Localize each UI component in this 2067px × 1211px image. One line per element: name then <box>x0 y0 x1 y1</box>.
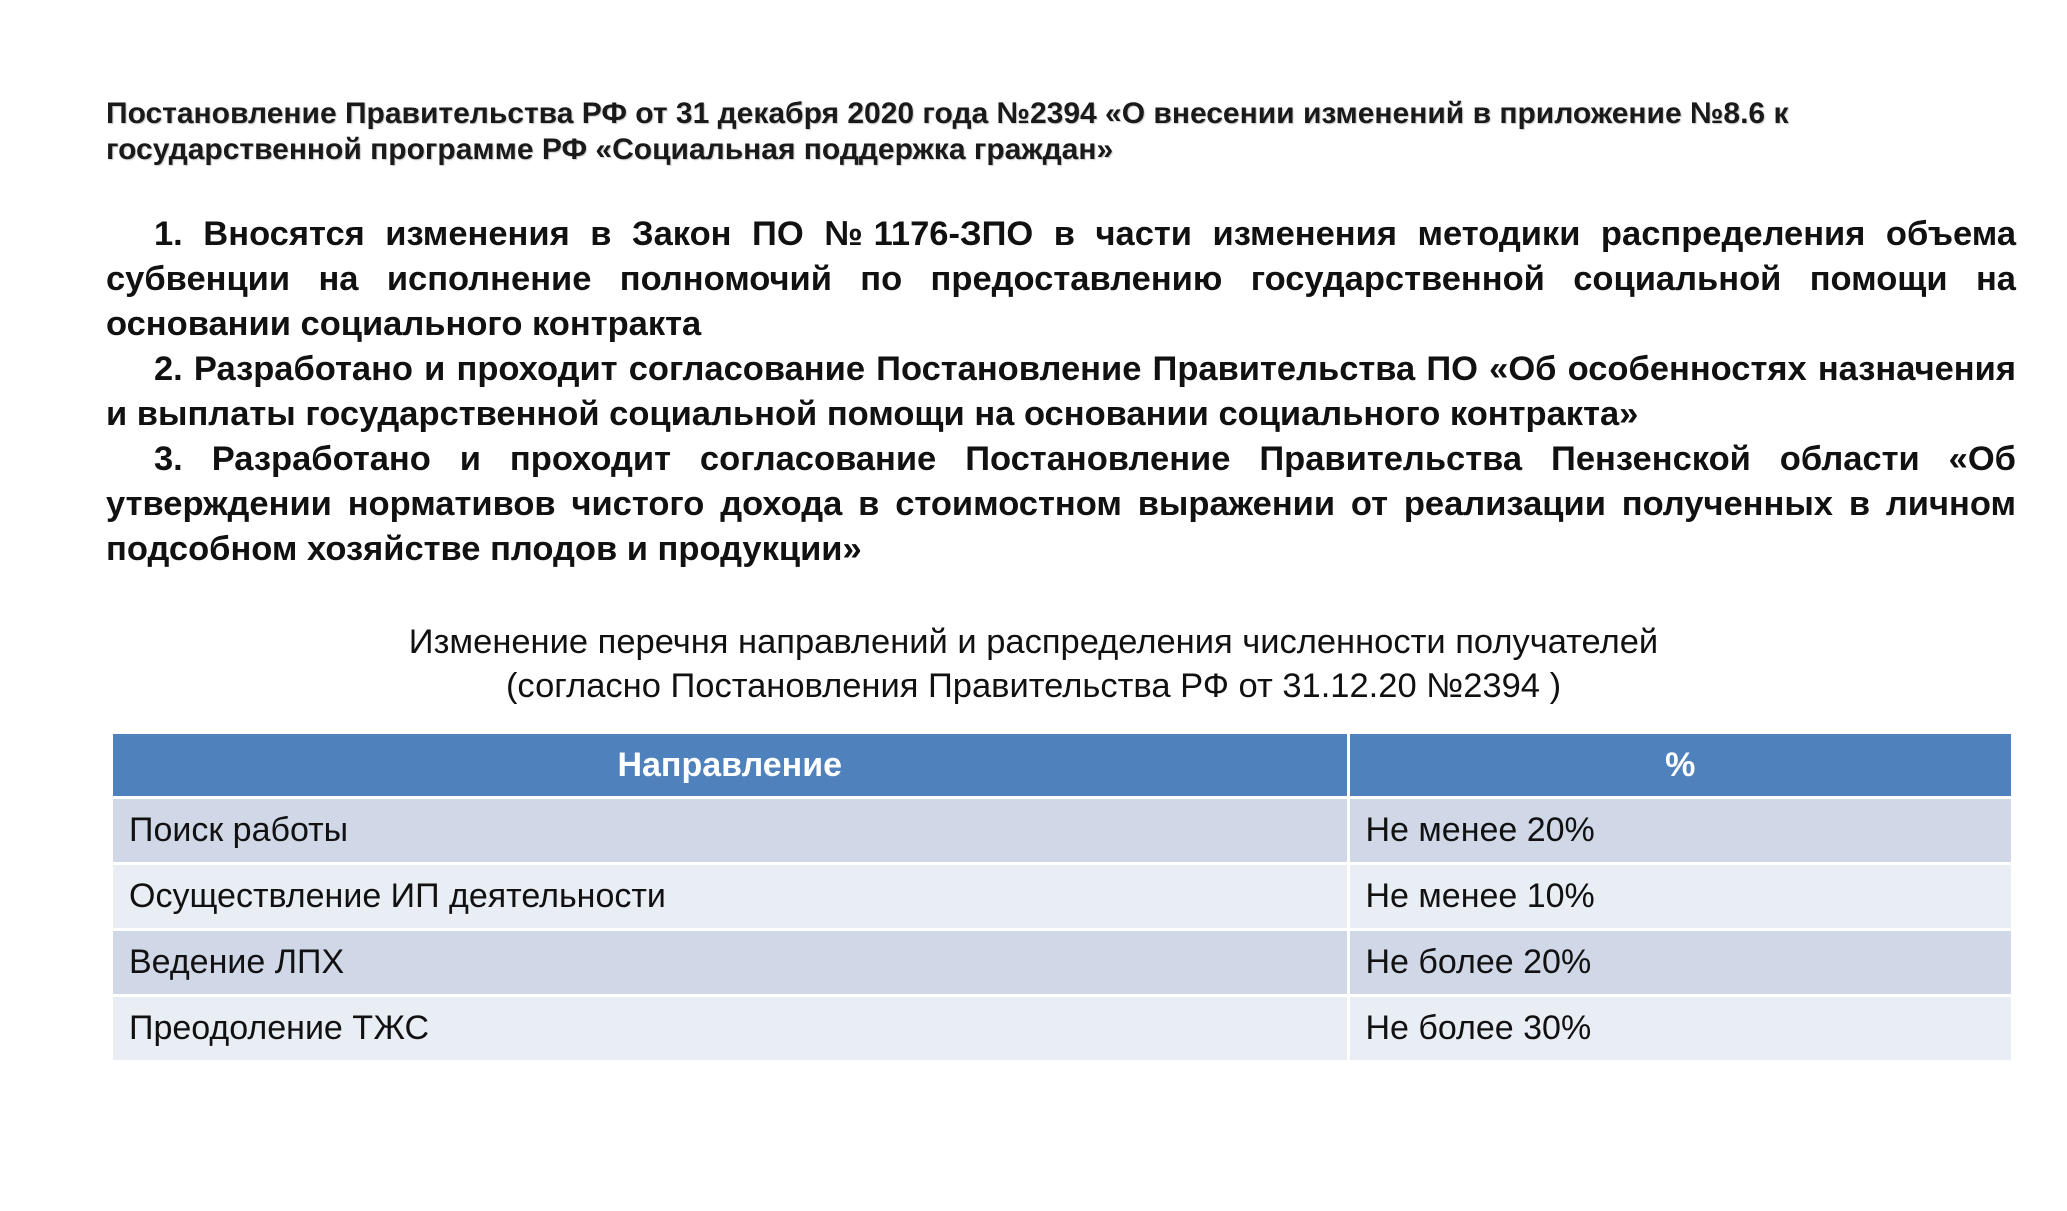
table-row <box>113 798 2011 864</box>
column-header-direction: Направление <box>113 734 1348 798</box>
table-title-line-1: Изменение перечня направлений и распределения численности получателей <box>408 623 1659 661</box>
direction-cell: Поиск работы <box>113 798 1348 864</box>
heading-line-1: Постановление Правительства РФ от 31 декабря 2020 года №2394 «О внесении изменений в приложение №8.6 к <box>106 97 1789 130</box>
directions-table <box>113 734 2011 1063</box>
heading-line-2: государственной программе РФ «Социальная поддержка граждан» <box>106 133 1114 166</box>
direction-cell: Осуществление ИП деятельности <box>113 864 1348 930</box>
document-heading <box>106 96 2006 168</box>
measures-list <box>106 212 2016 572</box>
direction-cell: Ведение ЛПХ <box>113 930 1348 996</box>
table-header-row <box>113 734 2011 798</box>
percent-cell: Не менее 10% <box>1348 864 2011 930</box>
direction-cell: Преодоление ТЖС <box>113 996 1348 1062</box>
measure-item-2: 2. Разработано и проходит согласование Постановление Правительства ПО «Об особенностях назначения и выплаты государственной социальной помощи на основании социального контракта» <box>106 350 2016 433</box>
measure-item-3: 3. Разработано и проходит согласование Постановление Правительства Пензенской области «Об утверждении нормативов чистого дохода в стоимостном выражении от реализации полученных в личном подсобном хозяйстве плодов и продукции» <box>106 440 2016 568</box>
percent-cell: Не менее 20% <box>1348 798 2011 864</box>
column-header-percent: % <box>1348 734 2011 798</box>
table-row <box>113 996 2011 1062</box>
table-row <box>113 864 2011 930</box>
table-title <box>0 620 2067 708</box>
percent-cell: Не более 30% <box>1348 996 2011 1062</box>
table-row <box>113 930 2011 996</box>
percent-cell: Не более 20% <box>1348 930 2011 996</box>
measure-item-1: 1. Вносятся изменения в Закон ПО №1176-ЗПО в части изменения методики распределения объема субвенции на исполнение полномочий по предоставлению государственной социальной помощи на основании социального контракта <box>106 215 2016 343</box>
table-title-line-2: (согласно Постановления Правительства РФ от 31.12.20 №2394 ) <box>505 667 1562 705</box>
